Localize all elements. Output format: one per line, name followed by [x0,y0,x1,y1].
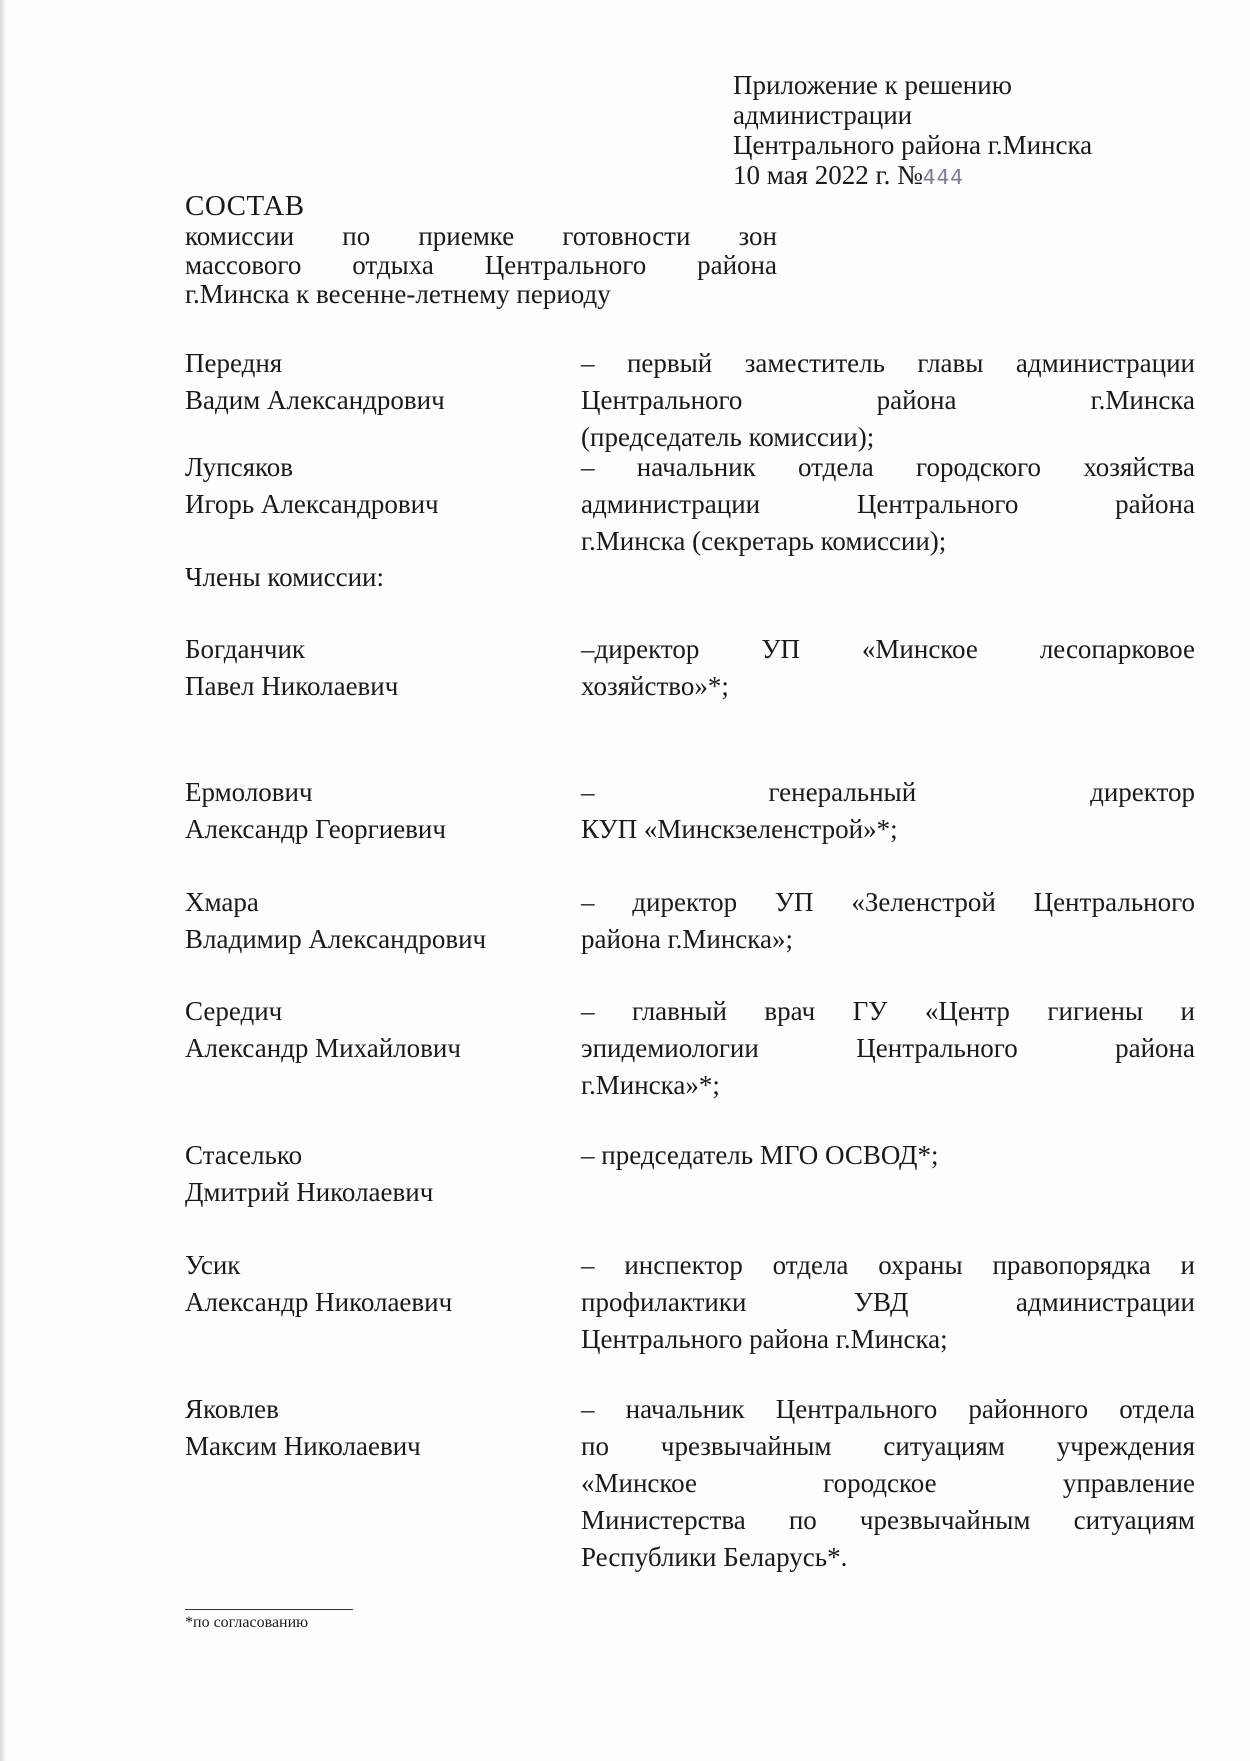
member-name [185,631,565,705]
role-line: (председатель комиссии); [581,422,875,452]
role-line: – директор УП «Зеленстрой Центрального [581,887,1195,917]
member-surname: Усик [185,1250,241,1280]
role-line: – председатель МГО ОСВОД*; [581,1140,939,1170]
role-line: Центрального района г.Минска [581,385,1195,415]
scan-edge-shadow [0,0,6,1761]
member-name [185,345,565,419]
member-role [581,449,1195,560]
role-line: Министерства по чрезвычайным ситуациям [581,1505,1195,1535]
footnote-divider [185,1609,353,1610]
document-heading: СОСТАВ [185,190,305,222]
member-given-name: Павел Николаевич [185,671,399,701]
role-line: –директор УП «Минское лесопарковое [581,634,1195,664]
member-surname: Яковлев [185,1394,279,1424]
appendix-date: 10 мая 2022 г. № [733,160,923,190]
role-line: эпидемиологии Центрального района [581,1033,1195,1063]
member-name [185,1137,565,1211]
member-given-name: Александр Георгиевич [185,814,446,844]
subtitle-line-3: г.Минска к весенне-летнему периоду [185,279,611,309]
member-role [581,993,1195,1104]
role-line: Республики Беларусь*. [581,1542,848,1572]
member-given-name: Владимир Александрович [185,924,487,954]
appendix-line-2: администрации [733,100,913,130]
member-surname: Стаселько [185,1140,303,1170]
member-name [185,449,565,523]
subtitle-line-2: массового отдыха Центрального района [185,250,777,280]
member-given-name: Вадим Александрович [185,385,445,415]
role-line: – главный врач ГУ «Центр гигиены и [581,996,1195,1026]
member-surname: Середич [185,996,283,1026]
subtitle-line-1: комиссии по приемке готовности зон [185,221,777,251]
member-name [185,884,565,958]
footnote: *по согласованию [185,1614,309,1631]
member-given-name: Александр Михайлович [185,1033,461,1063]
member-role [581,1247,1195,1358]
role-line: по чрезвычайным ситуациям учреждения [581,1431,1195,1461]
member-given-name: Игорь Александрович [185,489,439,519]
role-line: г.Минска (секретарь комиссии); [581,526,947,556]
member-name [185,774,565,848]
member-surname: Передня [185,348,283,378]
member-name [185,993,565,1067]
role-line: – начальник отдела городского хозяйства [581,452,1195,482]
role-line: г.Минска»*; [581,1070,720,1100]
member-role [581,631,1195,705]
appendix-date-line [733,160,1193,192]
member-name [185,1247,565,1321]
member-role [581,774,1195,848]
appendix-line-3: Центрального района г.Минска [733,130,1093,160]
member-given-name: Максим Николаевич [185,1431,421,1461]
member-name [185,1391,565,1465]
appendix-header [733,70,1193,192]
role-line: – генеральный директор [581,777,1195,807]
member-given-name: Александр Николаевич [185,1287,453,1317]
members-label: Члены комиссии: [185,562,384,592]
role-line: администрации Центрального района [581,489,1195,519]
role-line: хозяйство»*; [581,671,729,701]
role-line: района г.Минска»; [581,924,793,954]
role-line: «Минское городское управление [581,1468,1195,1498]
role-line: профилактики УВД администрации [581,1287,1195,1317]
role-line: – инспектор отдела охраны правопорядка и [581,1250,1195,1280]
member-role [581,345,1195,456]
handwritten-doc-number: 444 [922,165,965,189]
document-subtitle [185,222,777,309]
role-line: – первый заместитель главы администрации [581,348,1195,378]
member-surname: Лупсяков [185,452,293,482]
member-surname: Хмара [185,887,259,917]
member-role [581,884,1195,958]
member-role [581,1137,1195,1174]
member-role [581,1391,1195,1576]
member-given-name: Дмитрий Николаевич [185,1177,434,1207]
member-surname: Богданчик [185,634,306,664]
member-surname: Ермолович [185,777,313,807]
role-line: – начальник Центрального районного отдела [581,1394,1195,1424]
appendix-line-1: Приложение к решению [733,70,1012,100]
role-line: КУП «Минскзеленстрой»*; [581,814,898,844]
role-line: Центрального района г.Минска; [581,1324,948,1354]
